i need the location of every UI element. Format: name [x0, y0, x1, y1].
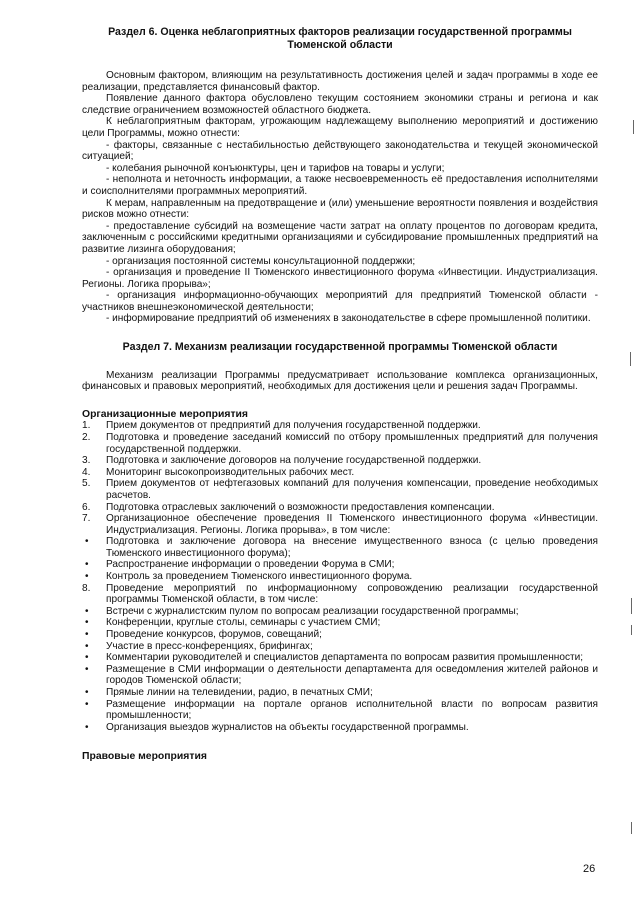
numbered-item — [82, 455, 598, 467]
bullet-item — [82, 536, 598, 559]
list-item-text: Встречи с журналистским пулом по вопросам реализации государственной программы; — [106, 605, 519, 617]
list-marker: • — [85, 652, 89, 664]
numbered-item — [82, 502, 598, 514]
bullet-item — [82, 664, 598, 687]
list-marker: 8. — [82, 582, 91, 594]
list-marker: • — [85, 663, 89, 675]
list-item-text: Проведение конкурсов, форумов, совещаний; — [106, 629, 322, 641]
section6-paragraph: - организация постоянной системы консультационной поддержки; — [106, 255, 416, 267]
list-item-text: Организация выездов журналистов на объекты государственной программы. — [106, 721, 469, 733]
section6-paragraph: - организация информационно-обучающих мероприятий для предприятий Тюменской области - участников внешнеэкономической деятельности; — [82, 290, 598, 313]
list-item-text: Подготовка и заключение договора на внесение имущественного взноса (с целью проведения Тюменского инвестиционного форума); — [106, 536, 598, 559]
scan-edge-mark — [630, 352, 631, 366]
bullet-item — [82, 629, 598, 641]
legal-measures-heading: Правовые мероприятия — [82, 751, 207, 763]
bullet-item — [82, 606, 598, 618]
list-item-text: Проведение мероприятий по информационному сопровождению реализации государственной программы Тюменской области, в том числе: — [106, 582, 598, 606]
section6-paragraph: К мерам, направленным на предотвращение и (или) уменьшение вероятности появления и воздействия рисков можно отнести: — [82, 197, 598, 221]
section6-paragraph: Появление данного фактора обусловлено текущим состоянием экономики страны и региона и как следствие ограничением возможностей областного бюджета. — [82, 93, 598, 116]
list-item-text: Размещение в СМИ информации о деятельности департамента для осведомления жителей районов и городов Тюменской области; — [106, 663, 598, 687]
list-item-text: Контроль за проведением Тюменского инвестиционного форума. — [106, 571, 413, 583]
bullet-item — [82, 571, 598, 583]
list-item-text: Организационное обеспечение проведения II Тюменского инвестиционного форума «Инвестиции. Индустриализация. Регионы. Логика прорыва», в том числе: — [106, 513, 598, 536]
bullet-item — [82, 559, 598, 571]
list-marker: 2. — [82, 431, 91, 443]
list-item-text: Подготовка и проведение заседаний комиссий по отбору промышленных предприятий для получения государственной поддержки. — [106, 431, 598, 455]
section6-paragraph: Основным фактором, влияющим на результативность достижения целей и задач программы в ходе ее реализации, представляется финансовый фактор. — [82, 70, 598, 93]
scan-edge-mark — [631, 625, 632, 635]
numbered-item — [82, 478, 598, 501]
list-marker: 5. — [82, 478, 91, 490]
list-marker: 4. — [82, 466, 91, 478]
list-item-text: Подготовка отраслевых заключений о возможности предоставления компенсации. — [106, 501, 495, 513]
bullet-item — [82, 699, 598, 722]
list-item-text: Прием документов от предприятий для получения государственной поддержки. — [106, 420, 481, 432]
section6-paragraph: - информирование предприятий об изменениях в законодательстве в сфере промышленной политики. — [106, 313, 591, 325]
document-page — [82, 20, 598, 763]
list-item-text: Размещение информации на портале органов исполнительной власти по вопросам развития промышленности; — [106, 698, 598, 722]
list-item-text: Конференции, круглые столы, семинары с участием СМИ; — [106, 617, 381, 629]
numbered-item — [82, 583, 598, 606]
numbered-item — [82, 467, 598, 479]
section6-body — [82, 70, 598, 325]
bullet-item — [82, 722, 598, 734]
bullet-item — [82, 652, 598, 664]
numbered-item — [82, 432, 598, 455]
org-measures-heading: Организационные мероприятия — [82, 408, 248, 420]
list-marker: • — [85, 559, 89, 571]
section6-paragraph: - колебания рыночной конъюнктуры, цен и тарифов на товары и услуги; — [106, 162, 445, 174]
numbered-item — [82, 420, 598, 432]
bullet-item — [82, 641, 598, 653]
section6-paragraph: - факторы, связанные с нестабильностью действующего законодательства и текущей экономической ситуацией; — [82, 139, 598, 163]
numbered-item — [82, 513, 598, 536]
list-item-text: Комментарии руководителей и специалистов департамента по вопросам развития промышленности; — [106, 652, 584, 664]
list-marker: • — [85, 629, 89, 641]
list-item-text: Прием документов от нефтегазовых компаний для получения компенсации, проведение необходимых расчетов. — [106, 478, 598, 501]
scan-edge-mark — [631, 598, 632, 614]
list-marker: • — [85, 640, 89, 652]
list-marker: 6. — [82, 501, 91, 513]
list-marker: • — [85, 721, 89, 733]
list-item-text: Участие в пресс-конференциях, брифингах; — [106, 640, 313, 652]
list-item-text: Прямые линии на телевидении, радио, в печатных СМИ; — [106, 687, 373, 698]
list-item-text: Подготовка и заключение договоров на получение государственной поддержки. — [106, 455, 482, 467]
scan-edge-mark — [633, 120, 634, 134]
page-number: 26 — [583, 863, 596, 875]
list-marker: 1. — [82, 420, 91, 432]
list-marker: • — [85, 617, 89, 629]
list-marker: • — [85, 687, 89, 698]
list-marker: • — [85, 571, 89, 583]
list-item-text: Распространение информации о проведении Форума в СМИ; — [106, 559, 395, 571]
section6-title-line1: Раздел 6. Оценка неблагоприятных факторов реализации государственной программы — [108, 26, 572, 38]
list-item-text: Мониторинг высокопроизводительных рабочих мест. — [106, 466, 355, 478]
list-marker: • — [85, 698, 89, 710]
bullet-item — [82, 617, 598, 629]
section6-paragraph: - предоставление субсидий на возмещение части затрат на оплату процентов по договорам кредита, заключенным с российскими кредитными организациями и субсидирование промышленных предприятий на развитие лизинга оборудования; — [82, 220, 598, 255]
section6-paragraph: - организация и проведение II Тюменского инвестиционного форума «Инвестиции. Индустриализация. Регионы. Логика прорыва»; — [82, 267, 598, 290]
list-marker: 7. — [82, 513, 91, 525]
section6-paragraph: К неблагоприятным факторам, угрожающим надлежащему выполнению мероприятий и достижению цели Программы, можно отнести: — [82, 116, 598, 139]
list-marker: • — [85, 605, 89, 617]
list-marker: 3. — [82, 455, 91, 467]
org-measures-list — [82, 420, 598, 733]
section7-title: Раздел 7. Механизм реализации государственной программы Тюменской области — [122, 341, 558, 354]
scan-edge-mark — [631, 822, 632, 834]
section7-intro: Механизм реализации Программы предусматривает использование комплекса организационных, финансовых и правовых мероприятий, необходимых для достижения цели и решения задач Программы. — [82, 369, 598, 393]
section6-paragraph: - неполнота и неточность информации, а также несвоевременность её предоставления исполнителями и соисполнителями программных мероприятий. — [82, 174, 598, 197]
bullet-item — [82, 687, 598, 699]
list-marker: • — [85, 536, 89, 548]
section6-title-line2: Тюменской области — [287, 38, 393, 51]
